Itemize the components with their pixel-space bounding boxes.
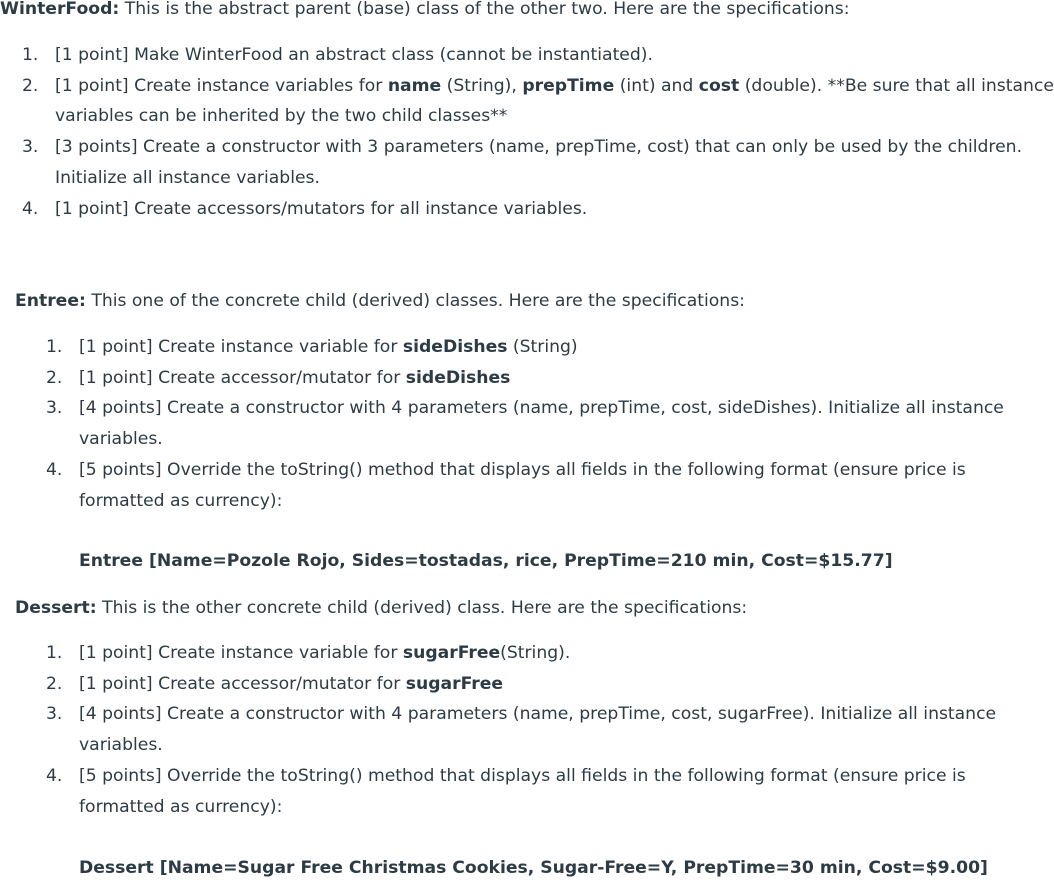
entree-intro-text: This one of the concrete child (derived) classes. Here are the specifications:: [85, 291, 745, 311]
dessert-example-output: Dessert [Name=Sugar Free Christmas Cookies, Sugar-Free=Y, PrepTime=30 min, Cost=$9.00]: [79, 858, 988, 878]
list-item: 2. [1 point] Create accessor/mutator for sugarFree: [46, 673, 504, 694]
dessert-intro: [15, 593, 747, 624]
entree-heading: Entree:: [15, 291, 86, 311]
dessert-spec-list: [46, 638, 1036, 822]
entree-intro: [15, 286, 745, 317]
list-item: 4. [1 point] Create accessors/mutators for all instance variables.: [22, 198, 588, 219]
list-item: 1. [1 point] Make WinterFood an abstract class (cannot be instantiated).: [22, 45, 653, 65]
list-item: 4. [5 points] Override the toString() method that displays all fields in the following format (ensure price is formatted as currency):: [46, 765, 966, 817]
entree-example-output: Entree [Name=Pozole Rojo, Sides=tostadas, rice, PrepTime=210 min, Cost=$15.77]: [79, 551, 893, 571]
winterfood-heading: WinterFood:: [0, 0, 120, 19]
dessert-heading: Dessert:: [15, 598, 97, 618]
list-item: 3. [3 points] Create a constructor with 3 parameters (name, prepTime, cost) that can only be used by the children. Initialize all instance variables.: [22, 137, 1023, 188]
list-item: 1. [1 point] Create instance variable for sideDishes (String): [46, 337, 578, 357]
winterfood-intro-text: This is the abstract parent (base) class of the other two. Here are the specifications:: [119, 0, 850, 19]
list-item: 3. [4 points] Create a constructor with 4 parameters (name, prepTime, cost, sideDishes). Initialize all instance variables.: [46, 398, 1004, 450]
entree-spec-list: [46, 332, 1036, 516]
dessert-intro-text: This is the other concrete child (derived) class. Here are the specifications:: [96, 598, 748, 618]
list-item: 4. [5 points] Override the toString() method that displays all fields in the following format (ensure price is formatted as currency):: [46, 459, 966, 511]
list-item: 2. [1 point] Create accessor/mutator for sideDishes: [46, 367, 511, 388]
list-item: 3. [4 points] Create a constructor with 4 parameters (name, prepTime, cost, sugarFree). Initialize all instance variables.: [46, 704, 997, 756]
list-item: 2. [1 point] Create instance variables for name (String), prepTime (int) and cost (double). **Be sure that all instance variables can be inherited by the two child classes**: [22, 75, 1054, 127]
list-item: 1. [1 point] Create instance variable for sugarFree(String).: [46, 643, 571, 663]
winterfood-spec-list: [22, 40, 1054, 224]
winterfood-intro: [0, 0, 850, 25]
